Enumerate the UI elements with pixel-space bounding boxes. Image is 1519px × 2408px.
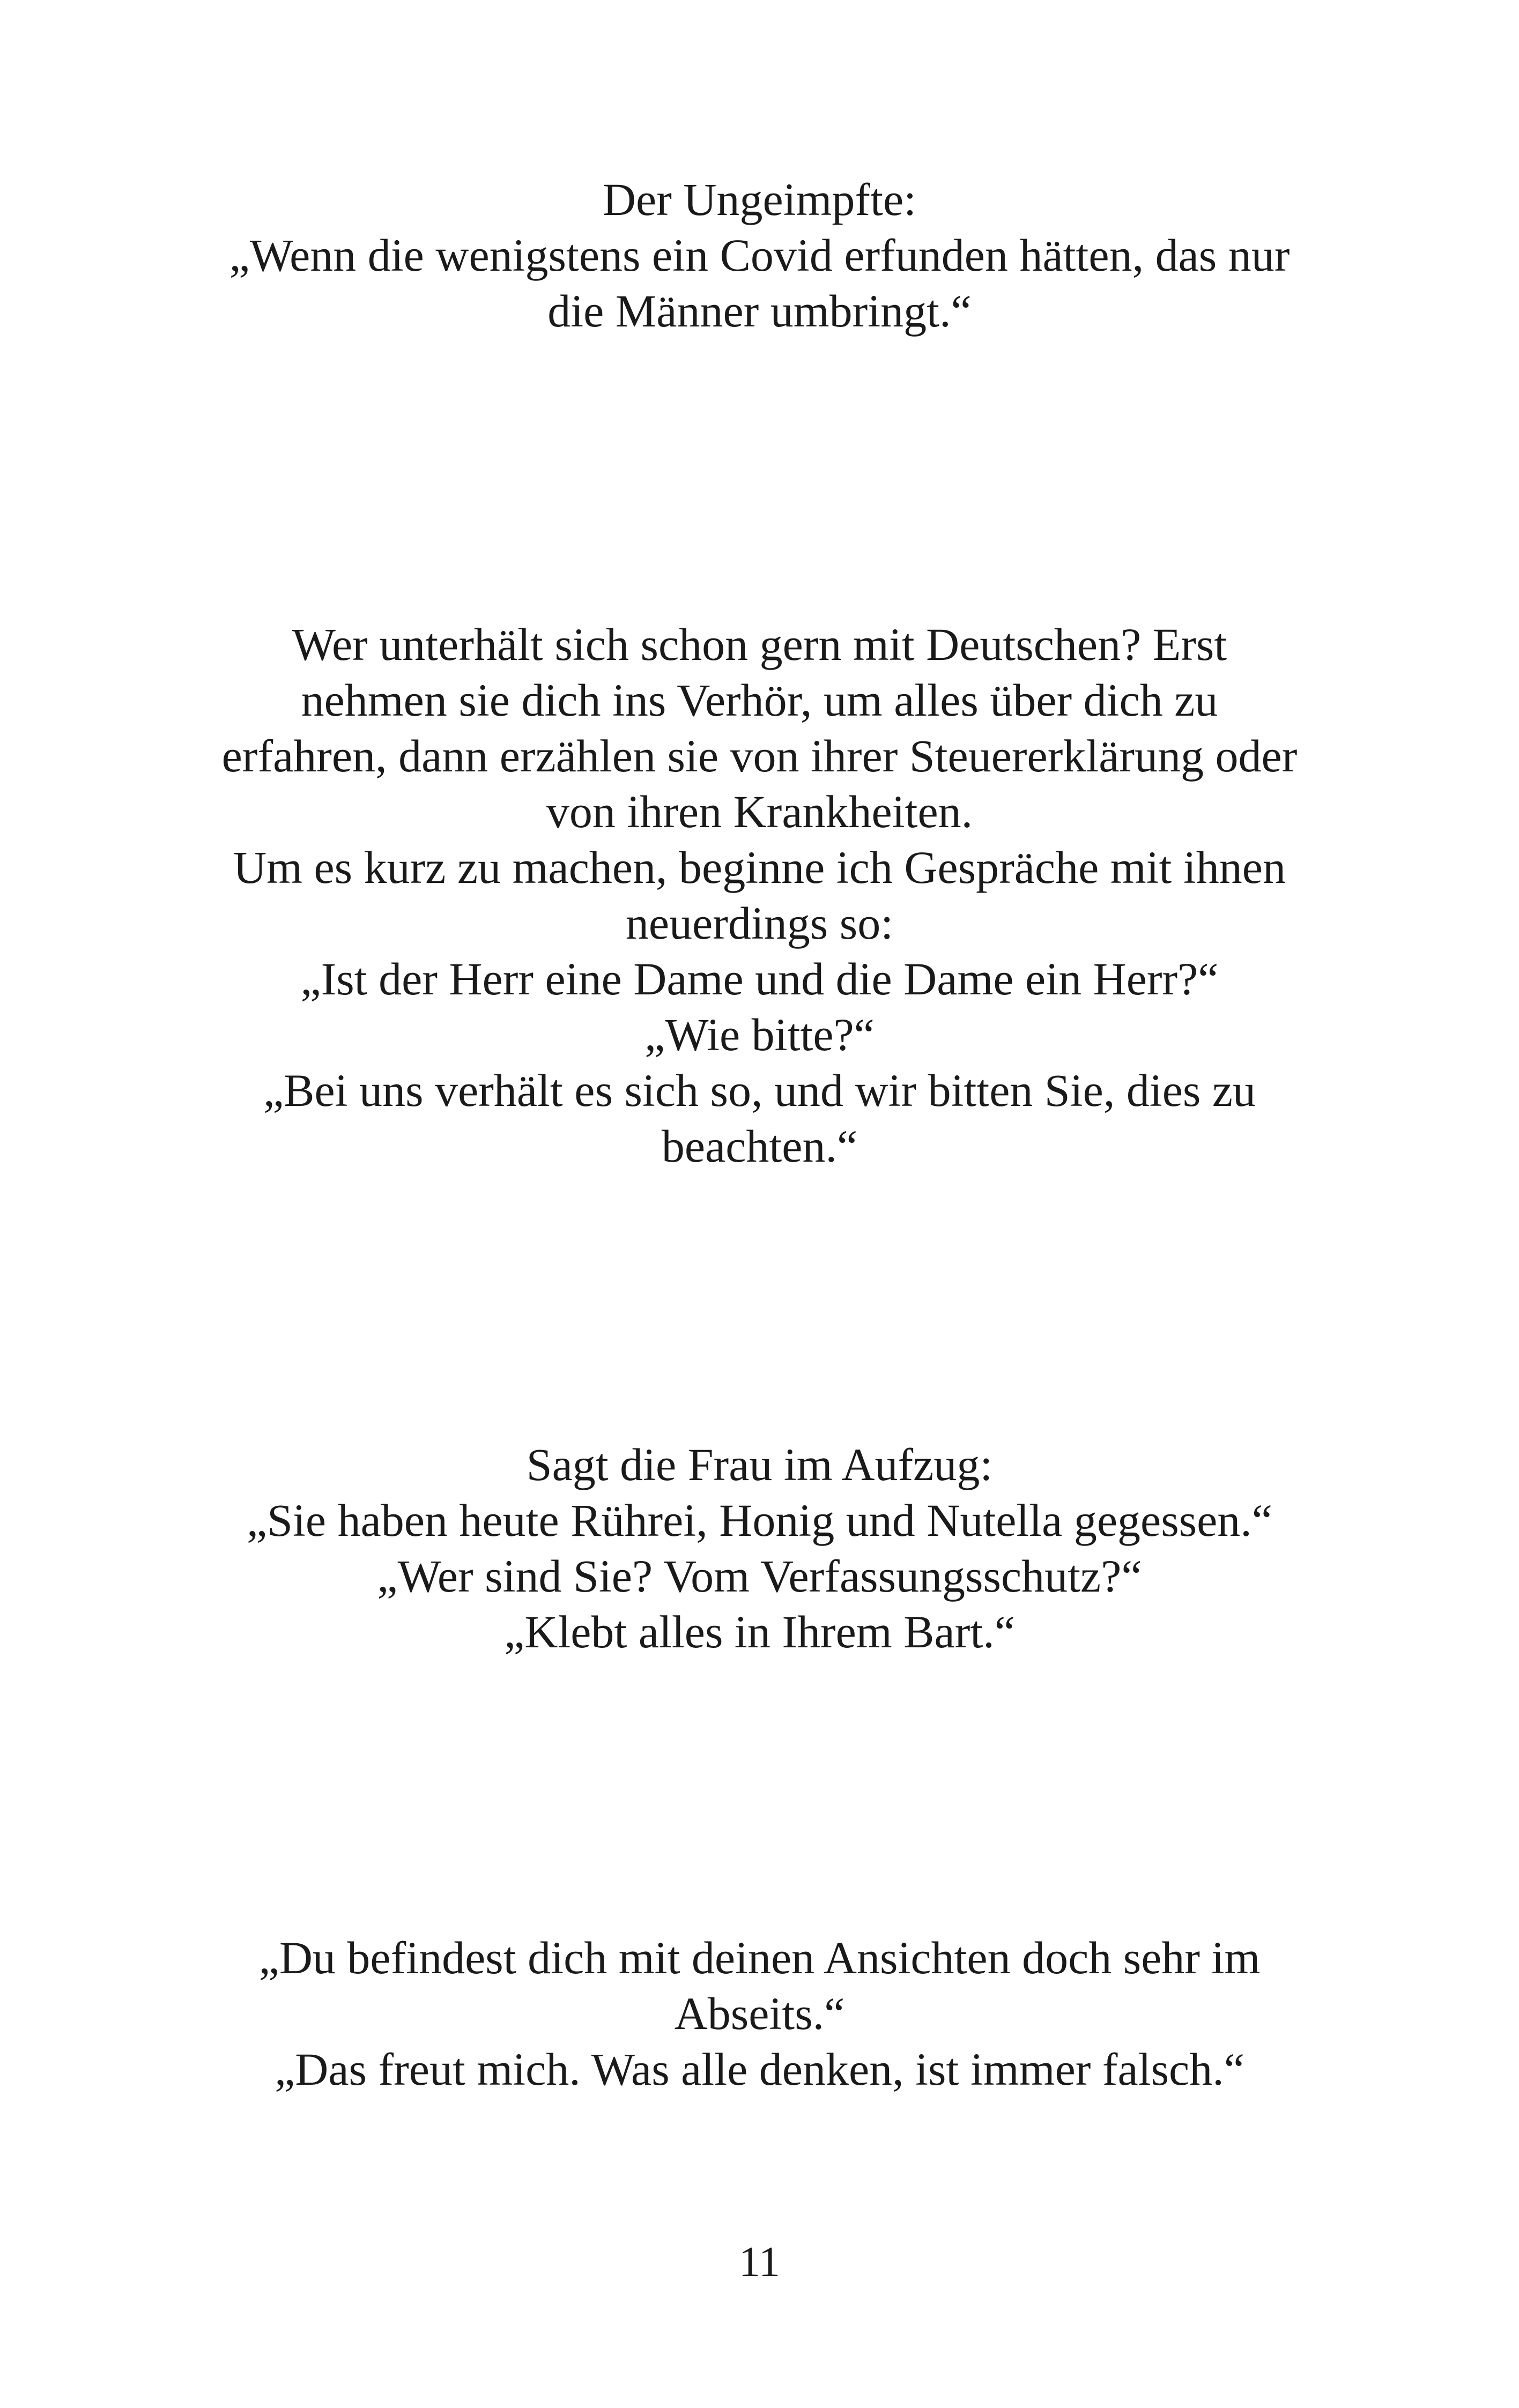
text-line: „Ist der Herr eine Dame und die Dame ein Herr?“ bbox=[300, 953, 1219, 1005]
text-block-abseits bbox=[204, 1930, 1315, 2097]
text-line: „Wenn die wenigstens ein Covid erfunden hätten, das nur bbox=[229, 229, 1290, 281]
text-line: erfahren, dann erzählen sie von ihrer Steuererklärung oder bbox=[221, 730, 1298, 782]
text-line: Um es kurz zu machen, beginne ich Gespräche mit ihnen bbox=[233, 842, 1286, 893]
text-line: Abseits.“ bbox=[674, 1988, 845, 2039]
text-block-ungeimpfte bbox=[204, 172, 1315, 339]
text-line: „Klebt alles in Ihrem Bart.“ bbox=[504, 1606, 1015, 1658]
page-number: 11 bbox=[738, 2239, 781, 2286]
text-line: Wer unterhält sich schon gern mit Deutschen? Erst bbox=[292, 619, 1227, 670]
text-line: nehmen sie dich ins Verhör, um alles über dich zu bbox=[301, 674, 1218, 726]
text-line: von ihren Krankheiten. bbox=[546, 786, 973, 837]
text-line: beachten.“ bbox=[661, 1120, 858, 1172]
text-block-deutsche bbox=[204, 616, 1315, 1174]
text-line: Sagt die Frau im Aufzug: bbox=[526, 1439, 993, 1490]
text-block-aufzug bbox=[204, 1437, 1315, 1660]
text-line: neuerdings so: bbox=[625, 897, 894, 949]
text-line: „Wie bitte?“ bbox=[644, 1009, 875, 1060]
text-line: „Sie haben heute Rührei, Honig und Nutella gegessen.“ bbox=[247, 1495, 1272, 1546]
text-line: die Männer umbringt.“ bbox=[547, 285, 972, 337]
text-line: „Bei uns verhält es sich so, und wir bitten Sie, dies zu bbox=[263, 1065, 1256, 1116]
text-line: „Das freut mich. Was alle denken, ist immer falsch.“ bbox=[275, 2043, 1244, 2095]
text-line: Der Ungeimpfte: bbox=[602, 174, 917, 225]
text-line: „Wer sind Sie? Vom Verfassungsschutz?“ bbox=[377, 1550, 1142, 1602]
text-line: „Du befindest dich mit deinen Ansichten doch sehr im bbox=[258, 1932, 1261, 1983]
